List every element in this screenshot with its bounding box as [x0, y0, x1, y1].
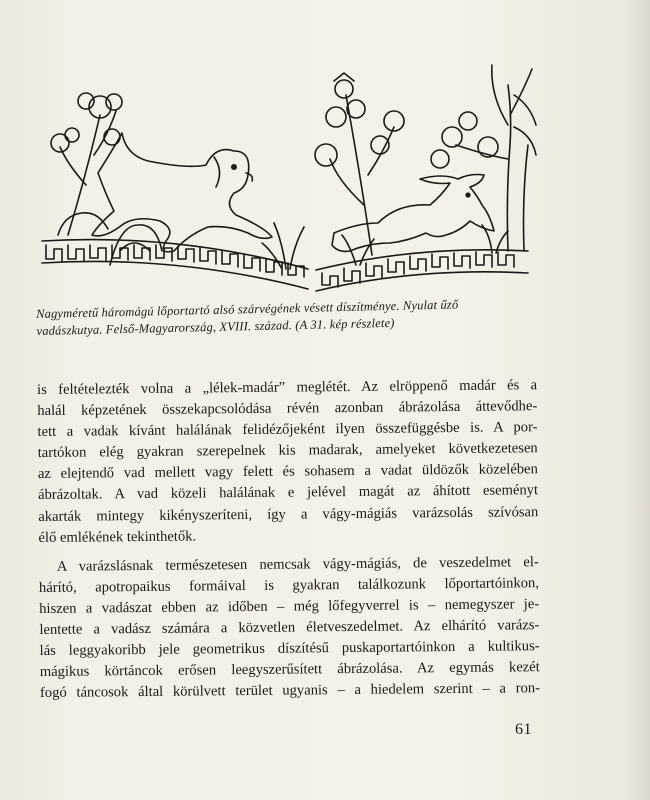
right-meander-band — [316, 250, 528, 291]
text-line: tett a vadak kívánt halálának felidézőjeként ilyen összefüggésbe is. A por- — [37, 419, 538, 441]
left-meander-band — [42, 240, 308, 289]
figure-caption — [36, 294, 549, 340]
body-text — [37, 375, 540, 704]
caption-line: vadászkutya. Felső-Magyarország, XVIII. század. (A 31. kép részlete) — [36, 315, 395, 338]
text-line: tartókon elég gyakran szerepelnek kis madarak, amelyeket következetesen — [37, 440, 538, 462]
text-line: mágikus körtáncok erősen leegyszerűsített ábrázolása. Az egymás kezét — [39, 659, 540, 681]
small-bush — [110, 225, 162, 265]
text-line: az elejtendő vad mellett vagy felett és sohasem a vadat üldözők közelében — [37, 461, 538, 483]
caption-line: Nagyméretű háromágú lőportartó alsó szárvégének vésett díszítménye. Nyulat űző — [36, 297, 459, 321]
text-line: hárító, apotropaikus formáival is gyakran találkozunk lőportartóinkon, — [38, 575, 540, 596]
paragraph-2 — [39, 552, 540, 704]
page-number: 61 — [515, 721, 532, 738]
text-line: is feltételezték volna a „lélek-madár” meglétét. Az elröppenő madár és a — [37, 377, 538, 398]
text-line: fogó táncosok által körülvett terület ugyanis – a hiedelem szerint – a ron- — [39, 680, 541, 702]
running-hare-figure — [332, 175, 494, 252]
middle-flowering-plant — [315, 73, 404, 255]
text-line: ábrázoltak. A vad közeli halálának e jelével magát az áhított eseményt — [38, 482, 539, 504]
text-line: élő emlékének tekinthetők. — [38, 528, 197, 546]
page-gutter-shadow — [624, 0, 650, 800]
text-line: akarták mintegy kikényszeríteni, így a vágy-mágiás varázsolás szívósan — [38, 503, 539, 525]
text-line: lás leggyakoribb jele geometrikus díszítésű puskaportartóinkon a kultikus- — [39, 638, 540, 660]
text-line: halál képzetének összekapcsolódása révén azonban ábrázolása áttevődhe- — [37, 398, 538, 420]
paragraph-1 — [37, 375, 539, 549]
grass-tufts — [262, 223, 508, 269]
hunting-dog-figure — [92, 133, 272, 252]
engraved-hunting-illustration — [38, 55, 538, 300]
text-line: hiszen a vadászat ebben az időben – még lőfegyverrel is – nemegyszer je- — [39, 596, 540, 617]
right-tree — [431, 65, 536, 251]
text-line: lentette a vadász számára a közvetlen életveszedelmet. Az elhárító varázs- — [39, 617, 540, 639]
text-line: A varázslásnak természetesen nemcsak vágy-mágiás, de veszedelmet el- — [56, 553, 539, 575]
